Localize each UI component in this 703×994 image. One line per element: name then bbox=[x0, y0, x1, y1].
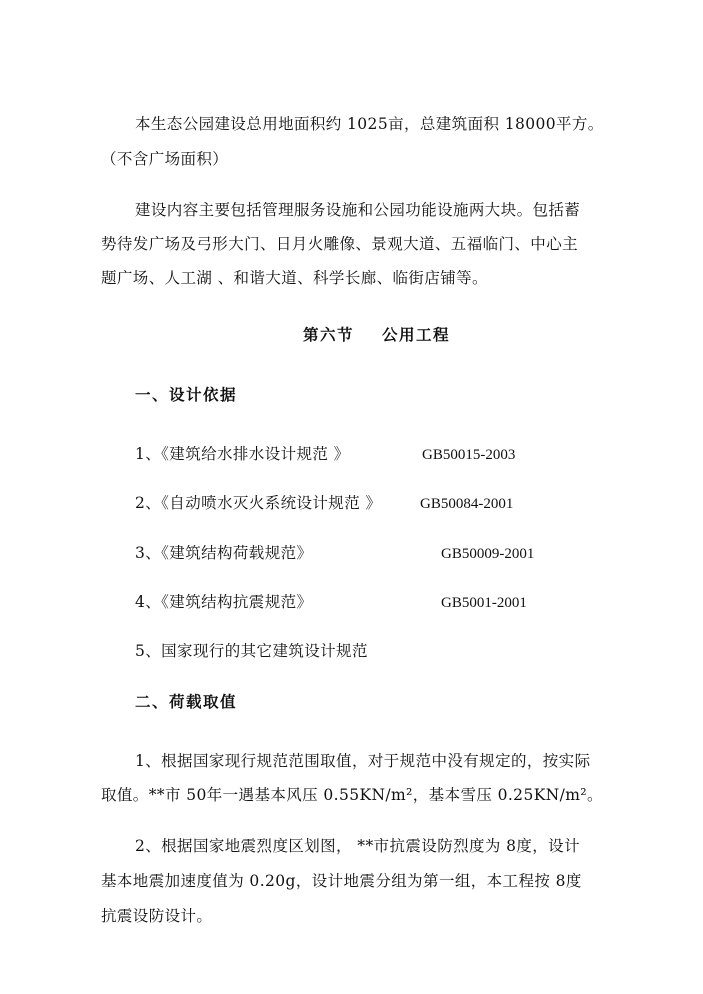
design-basis-item-3-code: GB50009-2001 bbox=[441, 546, 535, 562]
load-values-paragraph-1-line-1: 1、根据国家现行规范范围取值，对于规范中没有规定的，按实际 bbox=[135, 752, 591, 770]
section-name: 公用工程 bbox=[382, 325, 451, 344]
design-basis-item-4-label: 4、《建筑结构抗震规范》 bbox=[135, 593, 313, 611]
intro-paragraph-1-line-1: 本生态公园建设总用地面积约 1025亩，总建筑面积 18000平方。 bbox=[135, 115, 604, 133]
load-values-paragraph-2-line-2: 基本地震加速度值为 0.20g，设计地震分组为第一组，本工程按 8度 bbox=[101, 872, 582, 890]
design-basis-item-2-label: 2、《自动喷水灭火系统设计规范 》 bbox=[135, 494, 382, 512]
intro-paragraph-2-line-1: 建设内容主要包括管理服务设施和公园功能设施两大块。包括蓄 bbox=[135, 201, 581, 219]
load-values-heading: 二、荷载取值 bbox=[135, 692, 238, 711]
design-basis-item-4-code: GB5001-2001 bbox=[441, 595, 527, 611]
load-values-paragraph-2-line-1: 2、根据国家地震烈度区划图， **市抗震设防烈度为 8度，设计 bbox=[135, 837, 580, 855]
design-basis-item-2-code: GB50084-2001 bbox=[420, 496, 514, 512]
section-title bbox=[303, 325, 450, 345]
design-basis-item-1-code: GB50015-2003 bbox=[422, 447, 516, 463]
design-basis-heading: 一、设计依据 bbox=[135, 385, 238, 404]
intro-paragraph-2-line-2: 势待发广场及弓形大门、日月火雕像、景观大道、五福临门、中心主 bbox=[101, 235, 579, 253]
design-basis-item-1-label: 1、《建筑给水排水设计规范 》 bbox=[135, 445, 350, 463]
design-basis-item-3-label: 3、《建筑结构荷载规范》 bbox=[135, 544, 313, 562]
intro-paragraph-1-line-2: （不含广场面积） bbox=[101, 150, 229, 168]
load-values-paragraph-1-line-2: 取值。**市 50年一遇基本风压 0.55KN/m²，基本雪压 0.25KN/m²。 bbox=[101, 786, 603, 804]
design-basis-item-5-label: 5、国家现行的其它建筑设计规范 bbox=[135, 642, 368, 660]
intro-paragraph-2-line-3: 题广场、人工湖 、和谐大道、科学长廊、临街店铺等。 bbox=[101, 269, 488, 287]
load-values-paragraph-2-line-3: 抗震设防设计。 bbox=[101, 907, 213, 925]
section-number: 第六节 bbox=[303, 325, 355, 344]
